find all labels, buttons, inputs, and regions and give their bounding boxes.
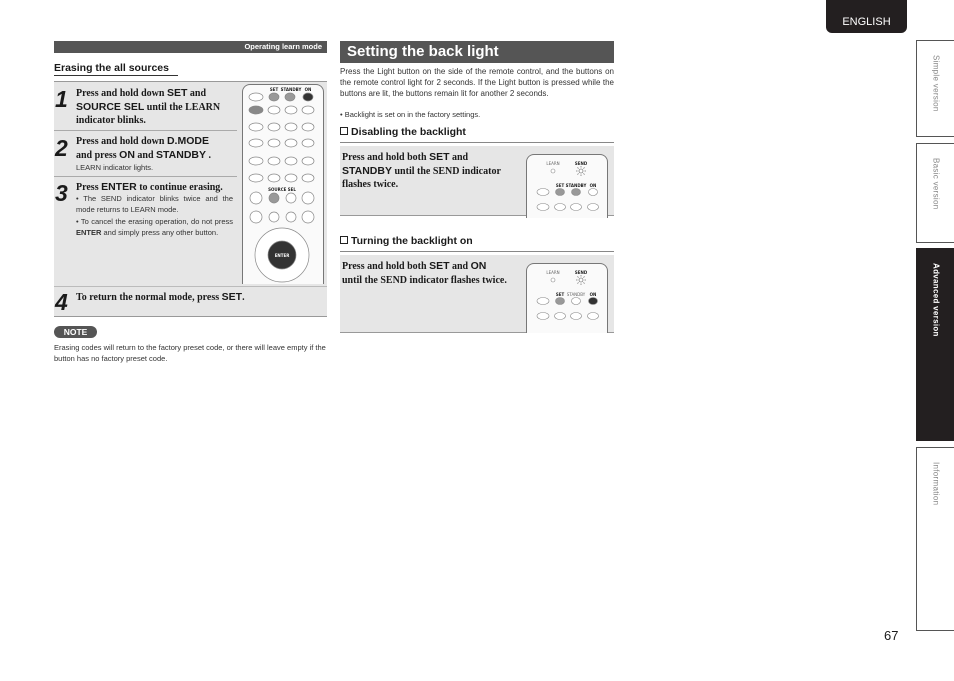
svg-text:ON: ON: [304, 87, 312, 92]
step-3-text: Press ENTER to continue erasing.: [76, 181, 223, 193]
disable-panel: [340, 146, 614, 216]
page-number: 67: [884, 628, 899, 643]
language-label: ENGLISH: [842, 15, 891, 28]
svg-text:STANDBY: STANDBY: [565, 183, 587, 188]
subheading: Erasing the all sources: [54, 62, 169, 74]
tab-label: Advanced version: [931, 263, 940, 337]
svg-text:SET: SET: [269, 87, 279, 92]
svg-text:SET: SET: [555, 292, 565, 297]
divider: [340, 142, 614, 143]
svg-text:LEARN: LEARN: [546, 270, 560, 275]
step-4-text: To return the normal mode, press SET.: [76, 291, 245, 303]
tab-label: Information: [931, 462, 940, 506]
svg-text:ON: ON: [589, 292, 597, 297]
language-tab[interactable]: [826, 0, 907, 33]
subheading-underline: [54, 75, 178, 76]
svg-text:ON: ON: [589, 183, 597, 188]
note-badge: NOTE: [54, 326, 97, 338]
divider: [54, 130, 237, 131]
checkbox-icon: [340, 127, 348, 135]
tab-simple-version[interactable]: [916, 40, 954, 137]
mini-remote-illustration: [526, 154, 608, 218]
step-3-bullet-1: • The SEND indicator blinks twice and the mode returns to LEARN mode.: [76, 194, 233, 215]
mini-remote-illustration: [526, 263, 608, 333]
tab-label: Basic version: [931, 158, 940, 210]
step-number: 3: [55, 180, 68, 206]
divider: [54, 176, 237, 177]
tab-basic-version[interactable]: [916, 143, 954, 243]
svg-text:SET: SET: [555, 183, 565, 188]
checkbox-icon: [340, 236, 348, 244]
svg-text:SEND: SEND: [574, 270, 588, 275]
step-2-subtext: LEARN indicator lights.: [76, 163, 154, 172]
svg-text:SOURCE SEL: SOURCE SEL: [268, 187, 296, 192]
divider: [340, 251, 614, 252]
disable-heading: Disabling the backlight: [340, 126, 466, 138]
step-3-bullet-2: • To cancel the erasing operation, do not press ENTER and simply press any other button.: [76, 217, 233, 238]
enable-panel: [340, 255, 614, 333]
disable-instructions: Press and hold both SET and STANDBY until the SEND indicator flashes twice.: [342, 151, 501, 190]
divider: [54, 81, 327, 82]
factory-bullet: • Backlight is set on in the factory settings.: [340, 110, 481, 119]
tab-information[interactable]: [916, 447, 954, 631]
step-number: 1: [55, 86, 68, 112]
step-number: 4: [55, 289, 68, 315]
svg-text:ENTER: ENTER: [274, 253, 290, 258]
step-2-text: Press and hold down D.MODE and press ON and STANDBY .: [76, 135, 212, 161]
svg-text:SEND: SEND: [574, 161, 588, 166]
step-1-text: Press and hold down SET and SOURCE SEL until the LEARN indicator blinks.: [76, 87, 221, 126]
svg-text:STANDBY: STANDBY: [280, 87, 302, 92]
remote-control-illustration: [242, 84, 324, 284]
tab-advanced-version[interactable]: [916, 248, 954, 441]
enable-instructions: Press and hold both SET and ON until the SEND indicator flashes twice.: [342, 260, 507, 286]
section-bar: Operating learn mode: [54, 41, 327, 53]
intro-text: Press the Light button on the side of the remote control, and the buttons on the remote control light for 2 seconds. If the Light button is pressed while the buttons are lit, the buttons remain lit for another 2 seconds.: [340, 67, 614, 98]
note-text: Erasing codes will return to the factory preset code, or there will leave empty if the button has no factory preset code.: [54, 343, 326, 364]
svg-text:STANDBY: STANDBY: [566, 292, 586, 297]
step-number: 2: [55, 135, 68, 161]
page-title: Setting the back light: [340, 41, 614, 63]
enable-heading: Turning the backlight on: [340, 235, 473, 247]
svg-text:LEARN: LEARN: [546, 161, 560, 166]
tab-label: Simple version: [931, 55, 940, 112]
